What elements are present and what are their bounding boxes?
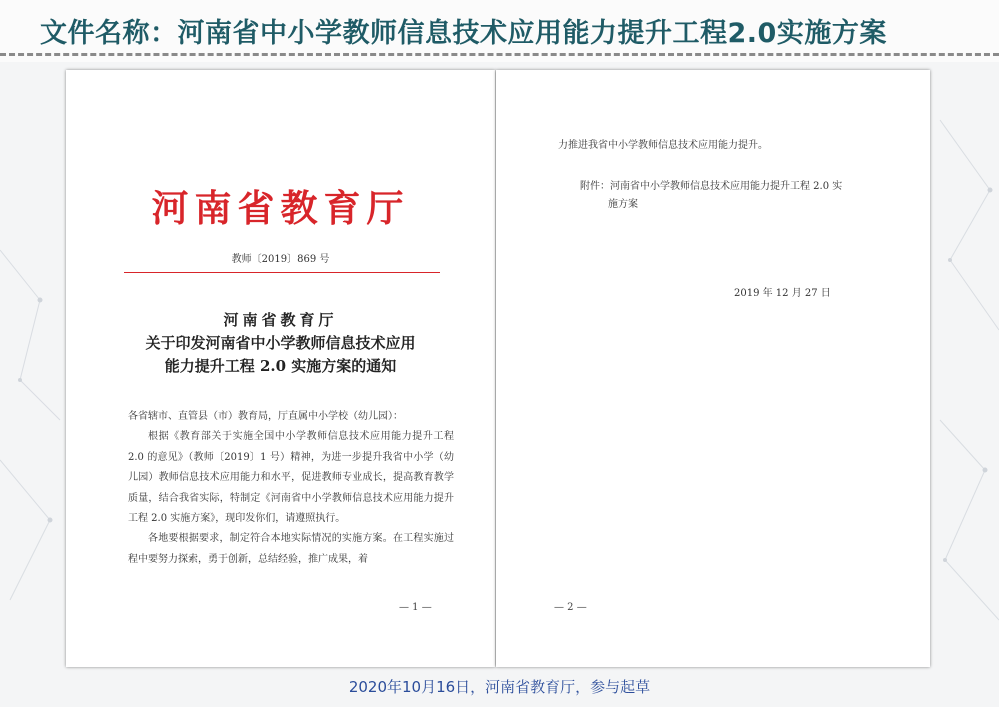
document-number: 教师〔2019〕869 号 <box>231 254 330 265</box>
title-divider <box>0 53 999 56</box>
document-page-2 <box>496 70 930 667</box>
page-title: 文件名称：河南省中小学教师信息技术应用能力提升工程2.0实施方案 <box>40 18 887 49</box>
notice-title-line-3: 能力提升工程 2.0 实施方案的通知 <box>164 357 397 375</box>
attachment-line-2: 施方案 <box>608 199 638 210</box>
attachment-note <box>580 178 880 214</box>
notice-title <box>66 309 495 378</box>
attachment-line-1: 附件：河南省中小学教师信息技术应用能力提升工程 2.0 实 <box>580 181 843 192</box>
red-divider <box>124 272 440 273</box>
issue-date: 2019 年 12 月 27 日 <box>734 288 831 299</box>
header-bar <box>0 0 999 62</box>
page-number-1: — 1 — <box>399 602 432 613</box>
notice-title-line-1: 河南省教育厅 <box>223 311 338 329</box>
document-page-1 <box>66 70 495 667</box>
notice-title-line-2: 关于印发河南省中小学教师信息技术应用 <box>145 334 416 352</box>
body-paragraph-1: 根据《教育部关于实施全国中小学教师信息技术应用能力提升工程 2.0 的意见》（教师〔2019〕1 号）精神，为进一步提升我省中小学（幼儿园）教师信息技术应用能力和水平，促进教师专业成长，提高教育教学质量，结合我省实际，特制定《河南省中小学教师信息技术应用能力提升工程 2.0 实施方案》，现印发你们，请遵照执行。 <box>128 431 454 525</box>
body-paragraph-2: 各地要根据要求，制定符合本地实际情况的实施方案。在工程实施过程中要努力探索，勇于创新，总结经验，推广成果，着 <box>128 533 454 565</box>
caption: 2020年10月16日，河南省教育厅，参与起草 <box>348 678 651 696</box>
page-number-2: — 2 — <box>554 602 587 613</box>
continued-text: 力推进我省中小学教师信息技术应用能力提升。 <box>558 140 768 151</box>
notice-body <box>128 407 454 570</box>
agency-red-header: 河南省教育厅 <box>151 186 410 230</box>
addressee: 各省辖市、直管县（市）教育局，厅直属中小学校（幼儿园）： <box>128 411 403 422</box>
